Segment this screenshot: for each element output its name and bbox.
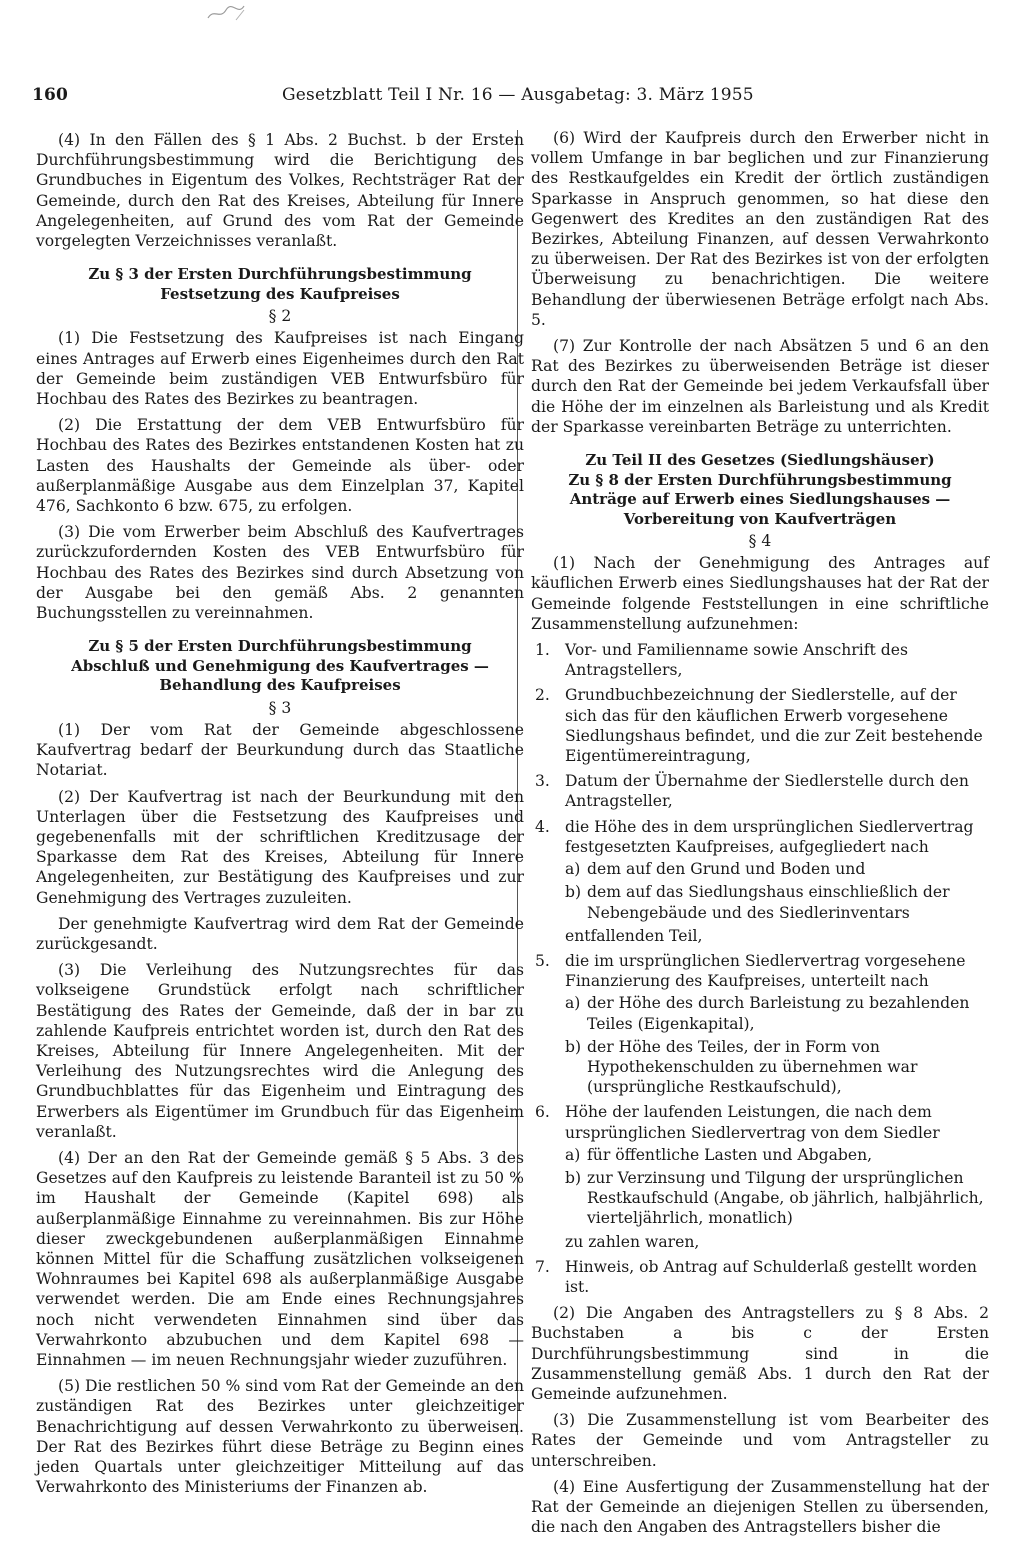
item-number: 2. xyxy=(535,686,550,705)
list-item xyxy=(531,685,989,766)
sub-letter: a) xyxy=(565,994,581,1013)
item-text: Hinweis, ob Antrag auf Schulderlaß gestellt worden ist. xyxy=(565,1257,977,1296)
running-title: Gesetzblatt Teil I Nr. 16 — Ausgabetag: 3. März 1955 xyxy=(282,85,754,105)
sub-letter: b) xyxy=(565,883,582,902)
sub-text: dem auf das Siedlungshaus einschließlich der Nebengebäude und des Siedlerinventars xyxy=(587,883,950,922)
section-heading xyxy=(36,637,524,696)
heading-line: Zu Teil II des Gesetzes (Siedlungshäuser) xyxy=(585,451,935,470)
item-tail: entfallenden Teil, xyxy=(565,926,703,945)
paragraph: (4) Der an den Rat der Gemeinde gemäß § 5 Abs. 3 des Gesetzes auf den Kaufpreis zu leistende Baranteil ist zu 50 % im Haushalt der Gemeinde (Kapitel 698) als außerplanmäßige Einnahme zu vereinnahmen. Bis zur Höhe dieser zweckgebundenen außerplanmäßigen Einnahme können Mittel für die Schaffung zusätzlichen volkseigenen Wohnraumes bei Kapitel 698 als außerplanmäßige Ausgabe verwendet werden. Die am Ende eines Rechnungsjahres noch nicht verwendeten Einnahmen sind über das Verwahrkonto abzubuchen und dem Kapitel 698 — Einnahmen — im neuen Rechnungsjahr wieder zuzuführen. xyxy=(36,1149,524,1370)
sub-list xyxy=(565,993,989,1097)
sub-letter: a) xyxy=(565,860,581,879)
heading-line: Festsetzung des Kaufpreises xyxy=(160,284,400,303)
sub-text: zur Verzinsung und Tilgung der ursprünglichen Restkaufschuld (Angabe, ob jährlich, halbjährlich, vierteljährlich, monatlich) xyxy=(587,1168,984,1228)
sub-text: für öffentliche Lasten und Abgaben, xyxy=(587,1145,873,1164)
paragraph: (4) In den Fällen des § 1 Abs. 2 Buchst. b der Ersten Durchführungsbestimmung wird die Berichtigung des Grundbuches in Eigentum des Volkes, Rechtsträger Rat der Gemeinde, durch den Rat des Kreises, Abteilung für Innere Angelegenheiten, auf Grund des vom Rat der Gemeinde vorgelegten Verzeichnisses veranlaßt. xyxy=(36,131,524,251)
paragraph: (2) Die Erstattung der dem VEB Entwurfsbüro für Hochbau des Rates des Bezirkes entstandenen Kosten hat zu Lasten des Haushalts der Gemeinde als über- oder außerplanmäßige Ausgabe aus dem Einzelplan 37, Kapitel 476, Sachkonto 6 bzw. 675, zu erfolgen. xyxy=(36,416,524,516)
paragraph: (2) Die Angaben des Antragstellers zu § 8 Abs. 2 Buchstaben a bis c der Ersten Durchführungsbestimmung sind in die Zusammenstellung gemäß Abs. 1 durch den Rat der Gemeinde aufzunehmen. xyxy=(531,1304,989,1403)
list-item xyxy=(531,1102,989,1251)
heading-line: Zu § 5 der Ersten Durchführungsbestimmung xyxy=(88,637,472,656)
item-text: Grundbuchbezeichnung der Siedlerstelle, auf der sich das für den käuflichen Erwerb vorgesehene Siedlungshaus befindet, und die zur Zeit bestehende Eigentümereintragung, xyxy=(565,686,983,766)
paragraph-number: § 4 xyxy=(748,532,772,551)
sub-text: der Höhe des Teiles, der in Form von Hypothekenschulden zu übernehmen war (ursprüngliche Restkaufschuld), xyxy=(587,1037,918,1097)
paragraph: (5) Die restlichen 50 % sind vom Rat der Gemeinde an den zuständigen Rat des Bezirkes unter gleichzeitiger Benachrichtigung auf dessen Verwahrkonto zu überweisen. Der Rat des Bezirkes führt diese Beträge zu Beginn eines jeden Quartals unter gleichzeitiger Mitteilung auf das Verwahrkonto des Ministeriums der Finanzen ab. xyxy=(36,1377,524,1497)
item-text: Vor- und Familienname sowie Anschrift des Antragstellers, xyxy=(565,641,908,680)
item-text: Datum der Übernahme der Siedlerstelle durch den Antragsteller, xyxy=(565,772,969,811)
paragraph: (3) Die Verleihung des Nutzungsrechtes für das volkseigene Grundstück erfolgt nach schriftlicher Bestätigung des Rates der Gemeinde, daß der in bar zu zahlende Kaufpreis entrichtet worden ist, durch den Rat des Kreises, Abteilung für Innere Angelegenheiten. Mit der Verleihung des Nutzungsrechtes wird die Anlegung des Grundbuchblattes für das Eigenheim und Eintragung des Erwerbers als Eigentümer im Grundbuch für das Eigenheim veranlaßt. xyxy=(36,961,524,1141)
sub-letter: b) xyxy=(565,1037,582,1056)
heading-line: Anträge auf Erwerb eines Siedlungshauses — xyxy=(569,490,951,509)
sub-text: der Höhe des durch Barleistung zu bezahlenden Teiles (Eigenkapital), xyxy=(587,994,970,1033)
paragraph: (3) Die vom Erwerber beim Abschluß des Kaufvertrages zurückzufordernden Kosten des VEB Entwurfsbüro für Hochbau des Rates des Bezirkes sind durch Absetzung von der Ausgabe bei den gemäß Abs. 2 genannten Buchungsstellen zu vereinnahmen. xyxy=(36,523,524,623)
heading-line: Vorbereitung von Kaufverträgen xyxy=(623,509,897,528)
sub-text: dem auf den Grund und Boden und xyxy=(587,860,866,879)
paragraph-number: § 2 xyxy=(268,307,292,326)
heading-line: Zu § 3 der Ersten Durchführungsbestimmung xyxy=(88,265,472,284)
sub-list xyxy=(565,1145,989,1229)
handwritten-mark xyxy=(200,2,260,24)
item-number: 4. xyxy=(535,817,550,836)
paragraph: (3) Die Zusammenstellung ist vom Bearbeiter des Rates der Gemeinde und vom Antragsteller zu unterschreiben. xyxy=(531,1411,989,1470)
numbered-list xyxy=(531,640,989,1297)
paragraph: (6) Wird der Kaufpreis durch den Erwerber nicht in vollem Umfange in bar beglichen und zur Finanzierung des Restkaufgeldes ein Kredit der örtlich zuständigen Sparkasse in Anspruch genommen, so hat diese den Gegenwert des Kredites an den zuständigen Rat des Bezirkes, Abteilung Finanzen, auf dessen Verwahrkonto zu überweisen. Der Rat des Bezirkes ist von der erfolgten Überweisung zu benachrichtigen. Die weitere Behandlung der überwiesenen Beträge erfolgt nach Abs. 5. xyxy=(531,129,989,329)
item-text: die im ursprünglichen Siedlervertrag vorgesehene Finanzierung des Kaufpreises, unterteilt nach xyxy=(565,951,966,991)
item-tail: zu zahlen waren, xyxy=(565,1232,700,1251)
paragraph: (2) Der Kaufvertrag ist nach der Beurkundung mit den Unterlagen über die Festsetzung des Kaufpreises und gegebenenfalls mit der schriftlichen Kreditzusage der Sparkasse dem Rat des Kreises, Abteilung für Innere Angelegenheiten, zur Bestätigung des Kaufpreises und zur Genehmigung des Vertrages zuzuleiten. xyxy=(36,787,524,907)
page-number: 160 xyxy=(32,85,69,105)
item-text: Höhe der laufenden Leistungen, die nach dem ursprünglichen Siedlervertrag von dem Siedler xyxy=(565,1103,940,1142)
sub-item xyxy=(565,1037,989,1098)
paragraph: (1) Nach der Genehmigung des Antrages auf käuflichen Erwerb eines Siedlungshauses hat der Rat der Gemeinde folgende Feststellungen in eine schriftliche Zusammenstellung aufzunehmen: xyxy=(531,554,989,633)
item-number: 6. xyxy=(535,1103,550,1122)
sub-item xyxy=(565,882,989,922)
item-text: die Höhe des in dem ursprünglichen Siedlervertrag festgesetzten Kaufpreises, aufgegliedert nach xyxy=(565,817,974,856)
section-heading xyxy=(36,265,524,304)
item-number: 5. xyxy=(535,951,550,970)
paragraph: (4) Eine Ausfertigung der Zusammenstellung hat der Rat der Gemeinde an diejenigen Stellen zu übersenden, die nach den Angaben des Antragstellers bisher die xyxy=(531,1477,989,1537)
paragraph: (7) Zur Kontrolle der nach Absätzen 5 und 6 an den Rat des Bezirkes zu überweisenden Beträge ist dieser durch den Rat der Gemeinde bei jedem Verkaufsfall über die Höhe der im einzelnen als Barleistung und als Kredit der Sparkasse vereinbarten Beträge zu unterrichten. xyxy=(531,337,989,436)
sub-item xyxy=(565,993,989,1033)
list-item xyxy=(531,951,989,1097)
paragraph: Der genehmigte Kaufvertrag wird dem Rat der Gemeinde zurückgesandt. xyxy=(36,914,524,953)
heading-line: Behandlung des Kaufpreises xyxy=(159,676,401,695)
sub-letter: b) xyxy=(565,1168,582,1187)
item-number: 7. xyxy=(535,1257,550,1276)
section-heading xyxy=(531,451,989,529)
list-item xyxy=(531,817,989,946)
sub-list xyxy=(565,859,989,923)
paragraph: (1) Die Festsetzung des Kaufpreises ist nach Eingang eines Antrages auf Erwerb eines Eigenheimes durch den Rat der Gemeinde beim zuständigen VEB Entwurfsbüro für Hochbau des Rates des Bezirkes zu beantragen. xyxy=(36,329,524,409)
sub-item xyxy=(565,859,989,879)
sub-letter: a) xyxy=(565,1145,581,1164)
heading-line: Abschluß und Genehmigung des Kaufvertrages — xyxy=(71,656,489,675)
list-item xyxy=(531,771,989,811)
item-number: 1. xyxy=(535,641,550,660)
item-number: 3. xyxy=(535,772,550,791)
right-column xyxy=(531,128,989,1543)
heading-line: Zu § 8 der Ersten Durchführungsbestimmung xyxy=(568,470,952,489)
list-item xyxy=(531,640,989,680)
paragraph: (1) Der vom Rat der Gemeinde abgeschlossene Kaufvertrag bedarf der Beurkundung durch das Staatliche Notariat. xyxy=(36,720,524,780)
left-column xyxy=(36,130,524,1503)
sub-item xyxy=(565,1145,989,1165)
paragraph-number: § 3 xyxy=(268,698,292,717)
sub-item xyxy=(565,1168,989,1229)
list-item xyxy=(531,1257,989,1297)
